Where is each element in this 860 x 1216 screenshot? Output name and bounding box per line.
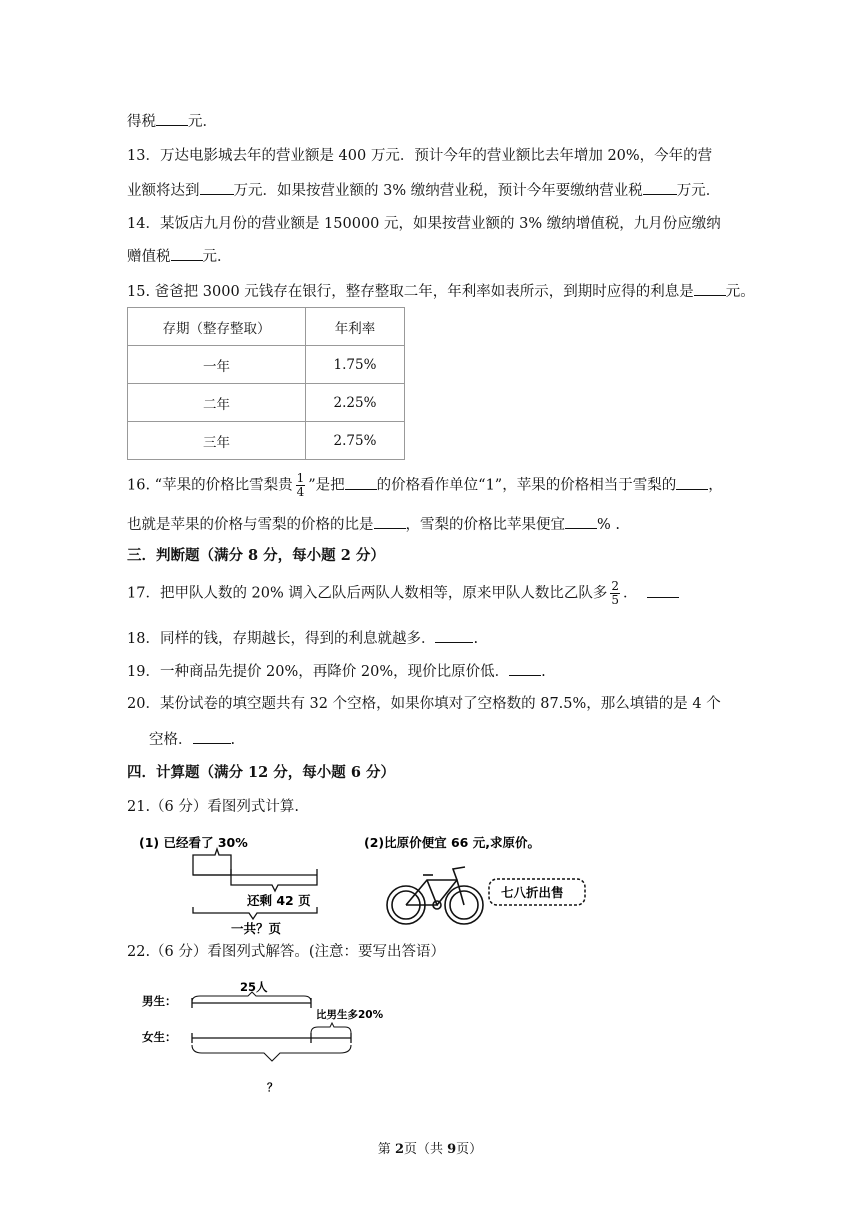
fraction-denominator: 4 (296, 485, 305, 499)
total-brace (192, 1045, 351, 1061)
text: 元． (202, 249, 232, 265)
q14-line1 (127, 214, 721, 234)
text: 的价格看作单位“1”，苹果的价格相当于雪梨的 (376, 477, 677, 494)
fig21-rest-label: 还剩 42 页 (247, 893, 311, 908)
text: % . (597, 517, 620, 533)
girls-label: 女生： (142, 1030, 177, 1044)
text: 页） (456, 1142, 483, 1157)
text: 18．同样的钱，存期越长，得到的利息就越多． (127, 631, 436, 647)
text: 19．一种商品先提价 20%，再降价 20%，现价比原价低． (127, 664, 510, 680)
bicycle-icon (387, 867, 483, 924)
table-header-cell: 存期（整存整取） (128, 308, 306, 346)
fig21-rest-brace (231, 881, 317, 891)
text: ． (623, 585, 638, 602)
fig21-sale-text: 七八折出售 (501, 885, 564, 900)
text: ”是把 (308, 477, 345, 494)
table-cell: 二年 (128, 384, 306, 422)
text: 万元．如果按营业额的 3% 缴纳营业税，预计今年要缴纳营业税 (233, 183, 643, 199)
answer-blank[interactable] (694, 281, 726, 296)
q18-line (127, 628, 478, 649)
more-label: 比男生多20% (316, 1009, 384, 1021)
boys-label: 男生： (142, 994, 177, 1008)
boys-count-label: 25人 (240, 980, 268, 994)
text: 也就是苹果的价格与雪梨的价格的比是 (127, 517, 374, 533)
figure-22 (140, 975, 440, 1105)
text: 页（共 (403, 1142, 448, 1157)
q22-line (127, 942, 445, 962)
answer-blank[interactable] (193, 729, 231, 744)
answer-blank[interactable] (643, 180, 677, 195)
fig21-segment-line (193, 859, 231, 875)
table-cell: 一年 (128, 346, 306, 384)
text: 15. 爸爸把 3000 元钱存在银行，整存整取二年，年利率如表所示，到期时应得的利息是 (127, 284, 694, 300)
text: 20．某份试卷的填空题共有 32 个空格，如果你填对了空格数的 87.5%，那么填错的是 4 个 (127, 696, 721, 712)
text: ，雪梨的价格比苹果便宜 (405, 517, 565, 533)
text: ， (708, 477, 723, 494)
total-pages: 9 (447, 1142, 457, 1157)
answer-blank[interactable] (374, 514, 406, 529)
q20-line1 (127, 694, 721, 714)
q13-line1 (127, 146, 712, 166)
fraction (296, 472, 306, 499)
more-brace (311, 1023, 351, 1033)
text: 22.（6 分）看图列式解答。(注意：要写出答语） (127, 944, 446, 960)
q20-line2 (149, 729, 235, 750)
q12-tail (127, 111, 217, 132)
q13-line2 (127, 180, 720, 201)
text: 业额将达到 (127, 183, 200, 199)
q21-line (127, 797, 299, 817)
interest-rate-table (127, 307, 405, 460)
answer-blank[interactable] (509, 661, 541, 676)
q16-line2 (127, 514, 620, 535)
table-row (128, 346, 405, 384)
q17-line (127, 580, 679, 607)
text: 空格． (149, 732, 193, 748)
text: 万元． (676, 183, 721, 199)
page-footer (0, 1138, 860, 1157)
q15-line (127, 281, 755, 302)
text: 14．某饭店九月份的营业额是 150000 元，如果按营业额的 3% 缴纳增值税，九月份应缴纳 (127, 216, 721, 232)
question-mark: ？ (267, 1081, 278, 1094)
answer-blank[interactable] (171, 246, 203, 261)
section-heading-calculation: 四．计算题（满分 12 分，每小题 6 分） (127, 764, 395, 781)
q19-line (127, 661, 546, 682)
table-row (128, 384, 405, 422)
text: . (230, 732, 236, 748)
text: 第 (377, 1142, 395, 1157)
text: 13．万达电影城去年的营业额是 400 万元．预计今年的营业额比去年增加 20%，今年的营 (127, 148, 713, 164)
fig21-part2-title: (2)比原价便宜 66 元,求原价。 (364, 835, 540, 850)
answer-blank[interactable] (200, 180, 234, 195)
text: 17．把甲队人数的 20% 调入乙队后两队人数相等，原来甲队人数比乙队多 (127, 585, 608, 602)
answer-blank[interactable] (345, 475, 377, 490)
table-header-row (128, 308, 405, 346)
answer-blank[interactable] (435, 628, 473, 643)
section-heading-judgement: 三．判断题（满分 8 分，每小题 2 分） (127, 547, 385, 564)
text: 得税 (127, 114, 156, 130)
q16-line1 (127, 472, 723, 499)
q14-line2 (127, 246, 232, 267)
text: 元。 (725, 284, 755, 300)
fig21-total-brace (193, 907, 317, 919)
answer-blank[interactable] (676, 475, 708, 490)
text: 赠值税 (127, 249, 171, 265)
answer-blank[interactable] (156, 111, 188, 126)
fig21-read-brace (193, 849, 231, 859)
fraction-numerator: 2 (611, 579, 620, 593)
text: . (541, 664, 546, 680)
text: 元． (188, 114, 217, 130)
answer-blank[interactable] (565, 514, 597, 529)
fraction-numerator: 1 (296, 471, 305, 485)
fig21-total-label: 一共？页 (231, 921, 282, 935)
fraction-denominator: 5 (611, 593, 620, 607)
table-cell: 2.25% (306, 384, 405, 422)
fig21-part1-title: (1) 已经看了 30% (139, 835, 248, 850)
table-cell: 1.75% (306, 346, 405, 384)
text: 16. “苹果的价格比雪梨贵 (127, 477, 293, 494)
page-number: 2 (394, 1142, 404, 1157)
table-cell: 2.75% (306, 422, 405, 460)
answer-blank[interactable] (647, 583, 679, 598)
figure-21 (127, 825, 597, 935)
table-row (128, 422, 405, 460)
table-header-cell: 年利率 (306, 308, 405, 346)
text: . (473, 631, 479, 647)
table-cell: 三年 (128, 422, 306, 460)
fraction (610, 580, 620, 607)
text: 21.（6 分）看图列式计算. (127, 799, 300, 815)
